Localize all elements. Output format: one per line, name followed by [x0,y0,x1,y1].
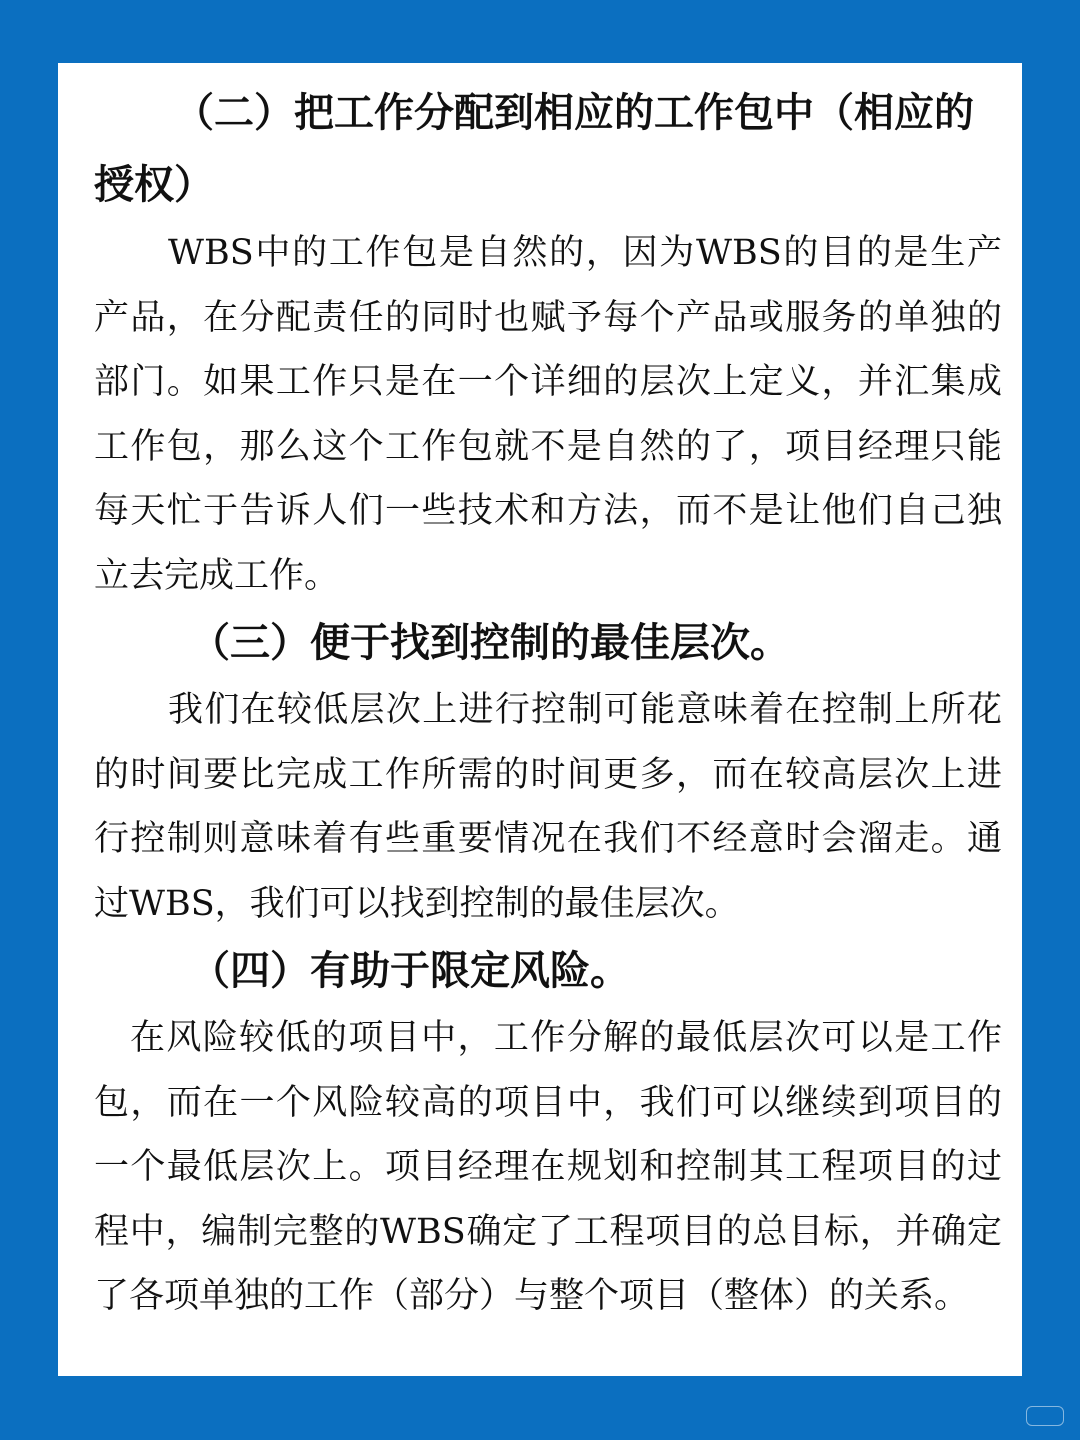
document-card [58,63,1022,1376]
watermark-logo [1026,1406,1064,1426]
section-heading-3: （三）便于找到控制的最佳层次。 [190,619,790,666]
section-heading-4: （四）有助于限定风险。 [190,947,630,994]
section-body-2: WBS中的工作包是自然的，因为WBS的目的是生产产品，在分配责任的同时也赋予每个产品或服务的单独的部门。如果工作只是在一个详细的层次上定义，并汇集成工作包，那么这个工作包就不是自然的了，项目经理只能每天忙于告诉人们一些技术和方法，而不是让他们自己独立去完成工作。 [94,233,1002,596]
section-heading-2: （二）把工作分配到相应的工作包中（相应的授权） [94,89,974,208]
section-body-4: 在风险较低的项目中，工作分解的最低层次可以是工作包，而在一个风险较高的项目中，我们可以继续到项目的一个最低层次上。项目经理在规划和控制其工程项目的过程中，编制完整的WBS确定了工程项目的总目标，并确定了各项单独的工作（部分）与整个项目（整体）的关系。 [94,1018,1002,1316]
section-body-3: 我们在较低层次上进行控制可能意味着在控制上所花的时间要比完成工作所需的时间更多，而在较高层次上进行控制则意味着有些重要情况在我们不经意时会溜走。通过WBS，我们可以找到控制的最佳层次。 [94,690,1002,924]
